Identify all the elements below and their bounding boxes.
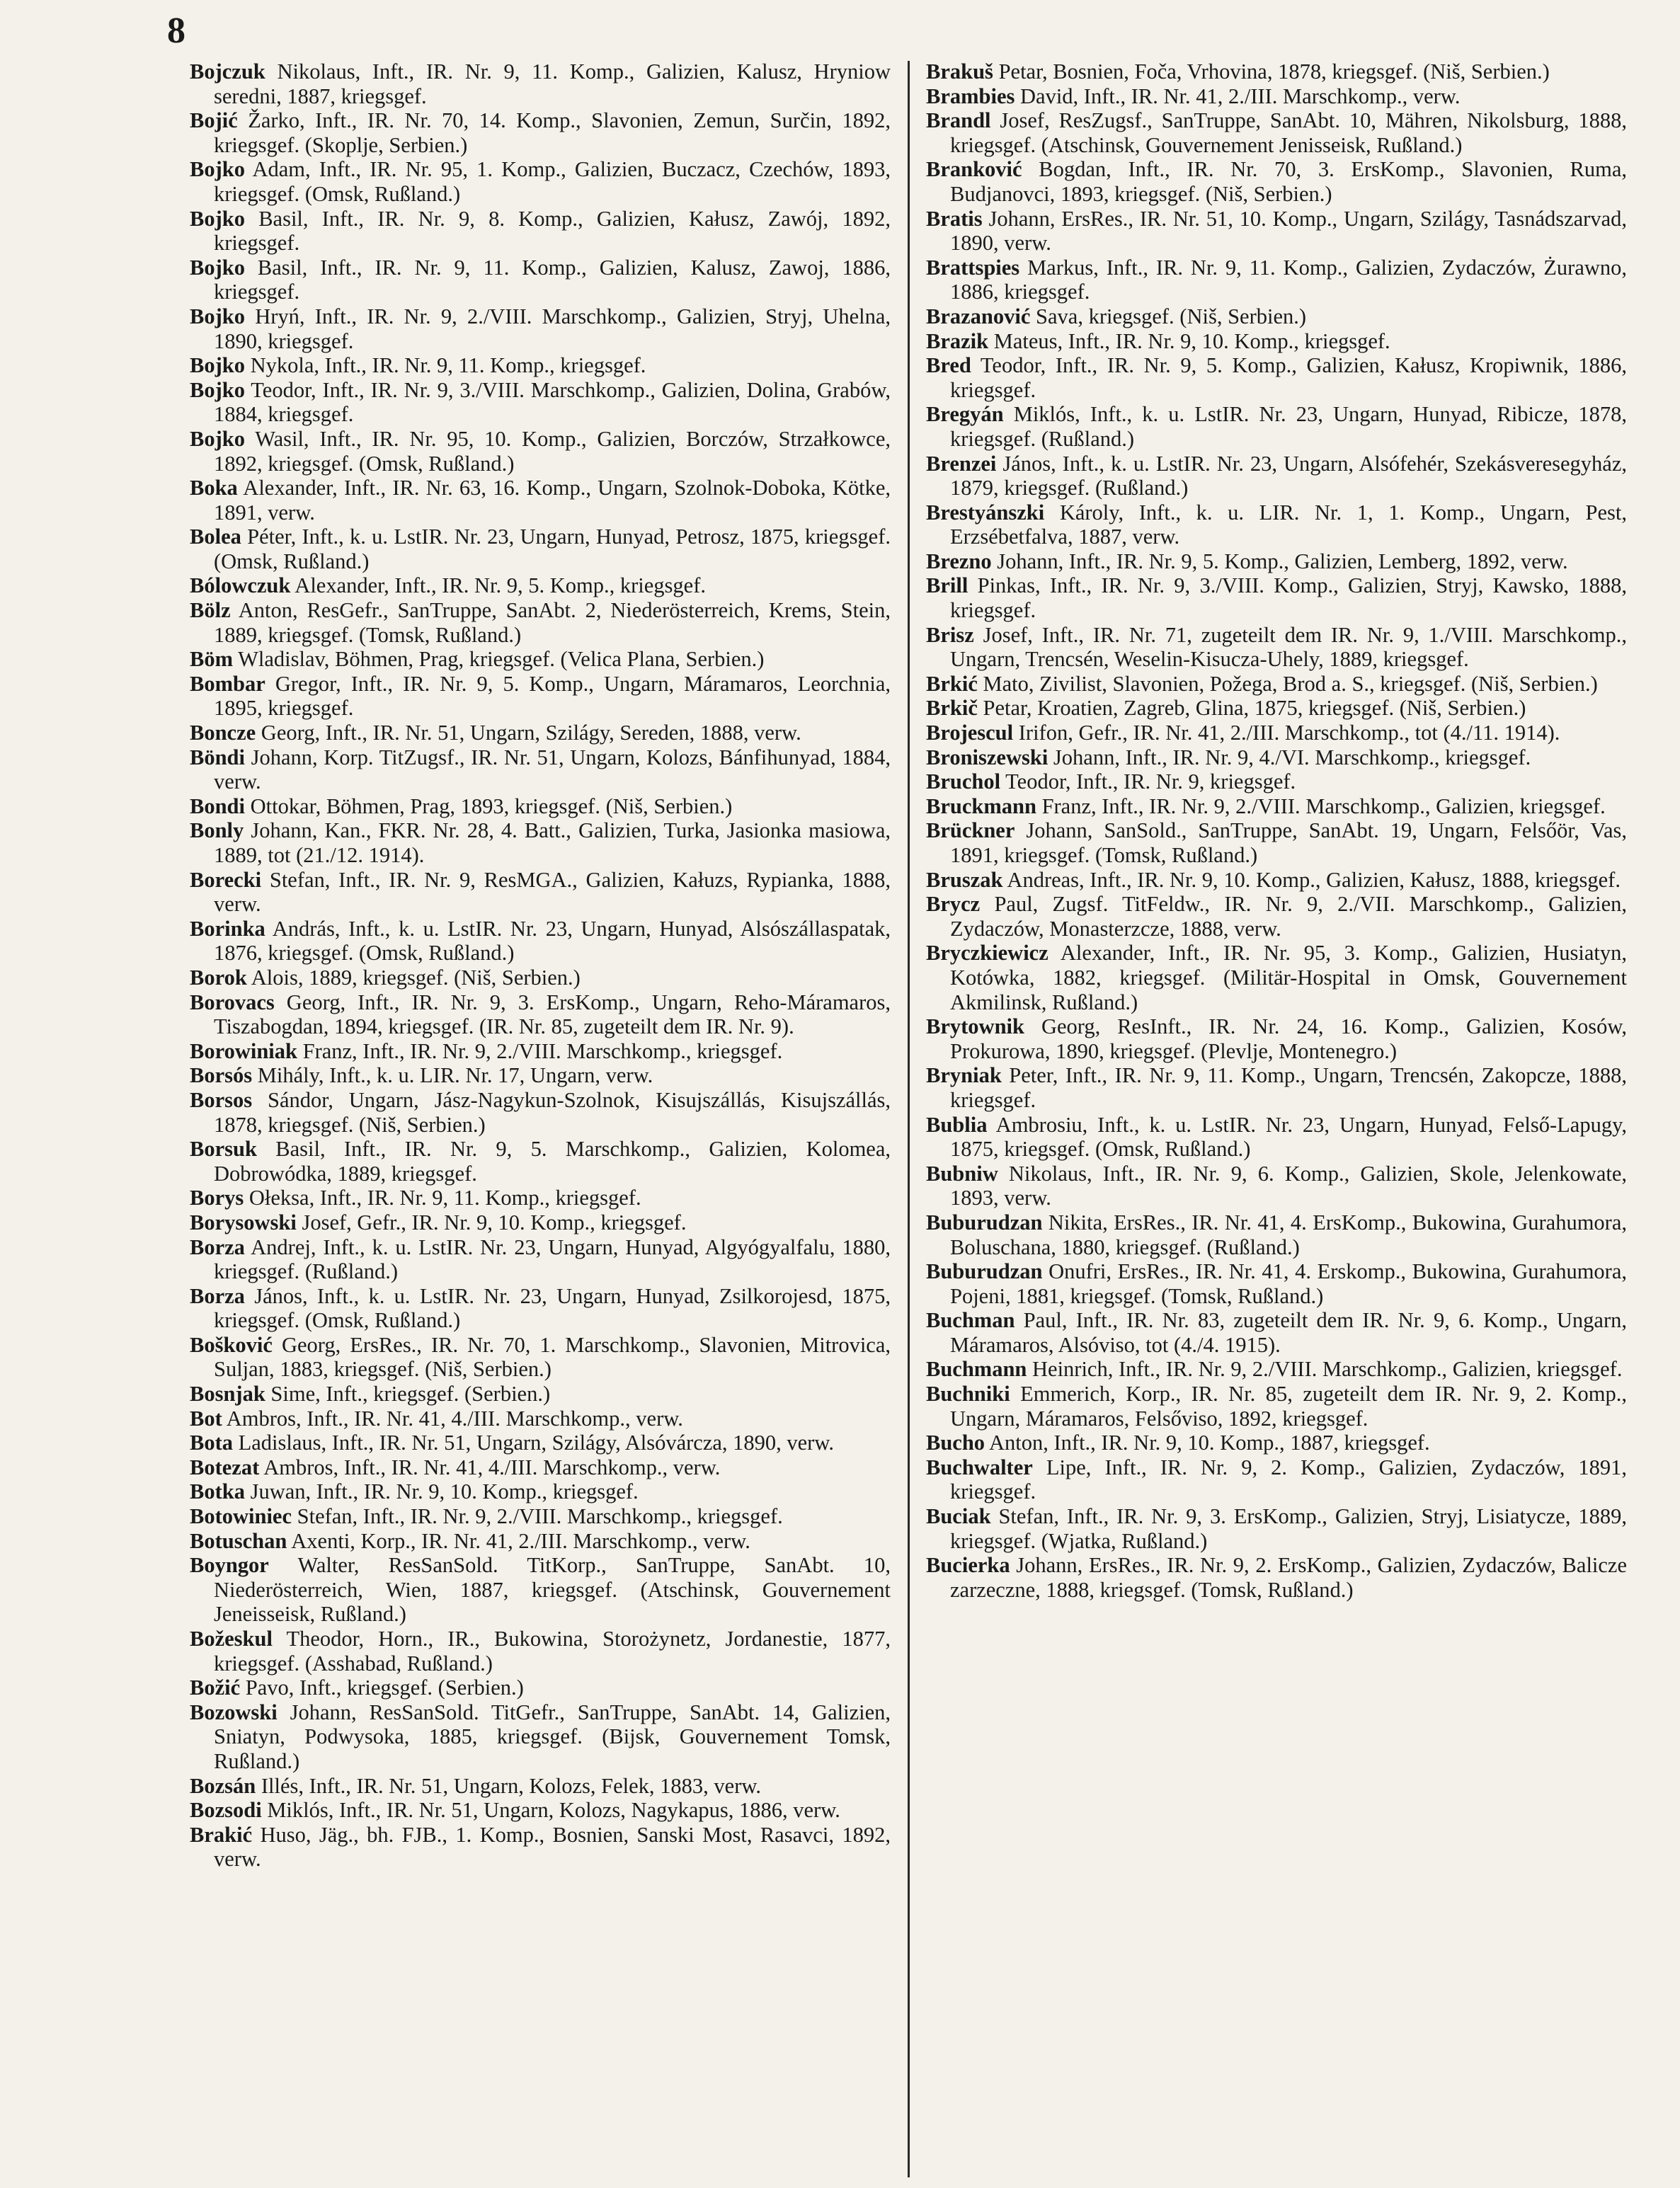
entry-surname: Bondi xyxy=(190,794,245,818)
entry-details: Emmerich, Korp., IR. Nr. 85, zugeteilt dem IR. Nr. 9, 2. Komp., Ungarn, Máramaros, Felsőviso, 1892, kriegsgef. xyxy=(950,1382,1627,1431)
entry-details: Basil, Inft., IR. Nr. 9, 8. Komp., Galizien, Kałusz, Zawój, 1892, kriegsgef. xyxy=(214,206,891,256)
entry-details: Ottokar, Böhmen, Prag, 1893, kriegsgef. (Niš, Serbien.) xyxy=(250,794,733,818)
register-entry xyxy=(190,1676,891,1700)
register-entry xyxy=(926,1063,1627,1112)
entry-surname: Brazanović xyxy=(926,304,1031,328)
entry-surname: Boka xyxy=(190,476,238,500)
register-entry xyxy=(190,1823,891,1872)
register-entry xyxy=(190,794,891,819)
entry-details: Ołeksa, Inft., IR. Nr. 9, 11. Komp., kriegsgef. xyxy=(248,1186,641,1210)
register-entry xyxy=(926,304,1627,329)
entry-details: Pinkas, Inft., IR. Nr. 9, 3./VIII. Komp., Galizien, Stryj, Kawsko, 1888, kriegsgef. xyxy=(950,573,1628,623)
entry-surname: Branković xyxy=(926,157,1022,182)
register-entry xyxy=(926,696,1627,721)
entry-surname: Bratis xyxy=(926,206,983,231)
entry-surname: Bojko xyxy=(190,353,245,378)
register-entry xyxy=(190,1529,891,1554)
register-entry xyxy=(190,1088,891,1137)
entry-details: Illés, Inft., IR. Nr. 51, Ungarn, Kolozs, Felek, 1883, verw. xyxy=(261,1773,762,1798)
register-entry xyxy=(926,745,1627,770)
entry-surname: Botowiniec xyxy=(190,1504,292,1529)
register-entry xyxy=(190,1774,891,1799)
entry-surname: Borysowski xyxy=(190,1210,297,1235)
entry-details: Mihály, Inft., k. u. LIR. Nr. 17, Ungarn, verw. xyxy=(257,1063,653,1088)
entry-details: Mato, Zivilist, Slavonien, Požega, Brod a. S., kriegsgef. (Niš, Serbien.) xyxy=(983,671,1598,696)
entry-details: Stefan, Inft., IR. Nr. 9, 3. ErsKomp., Galizien, Stryj, Lisiatycze, 1889, kriegsgef. (Wjatka, Rußland.) xyxy=(950,1504,1628,1553)
entry-surname: Bozsodi xyxy=(190,1798,262,1823)
entry-details: Basil, Inft., IR. Nr. 9, 5. Marschkomp., Galizien, Kolomea, Dobrowódka, 1889, kriegsgef. xyxy=(214,1137,891,1186)
entry-surname: Bolea xyxy=(190,525,241,549)
entry-details: Ambrosiu, Inft., k. u. LstIR. Nr. 23, Ungarn, Hunyad, Felső-Lapugy, 1875, kriegsgef. (Omsk, Rußland.) xyxy=(950,1112,1627,1162)
entry-surname: Borsós xyxy=(190,1063,253,1088)
register-entry xyxy=(190,745,891,794)
entry-details: Heinrich, Inft., IR. Nr. 9, 2./VIII. Marschkomp., Galizien, kriegsgef. xyxy=(1032,1357,1623,1382)
page-number: 8 xyxy=(167,11,185,51)
entry-surname: Bojko xyxy=(190,255,245,280)
entry-surname: Brisz xyxy=(926,622,974,647)
entry-surname: Brambies xyxy=(926,84,1015,108)
entry-details: Johann, Kan., FKR. Nr. 28, 4. Batt., Galizien, Turka, Jasionka masiowa, 1889, tot (21./12. 1914). xyxy=(214,818,891,867)
register-entry xyxy=(190,573,891,598)
register-entry xyxy=(190,1455,891,1480)
register-entry xyxy=(190,207,891,256)
entry-details: Andrej, Inft., k. u. LstIR. Nr. 23, Ungarn, Hunyad, Algyógyalfalu, 1880, kriegsgef. (Rußland.) xyxy=(214,1235,891,1284)
register-entry xyxy=(190,1553,891,1627)
entry-details: Johann, ResSanSold. TitGefr., SanTruppe, SanAbt. 14, Galizien, Sniatyn, Podwysoka, 1885, kriegsgef. (Bijsk, Gouvernement Tomsk, Rußland.) xyxy=(214,1700,891,1773)
entry-details: Josef, Inft., IR. Nr. 71, zugeteilt dem IR. Nr. 9, 1./VIII. Marschkomp., Ungarn, Trencsén, Weselin-Kisucza-Uhely, 1889, kriegsgef. xyxy=(950,622,1628,672)
register-entry xyxy=(190,108,891,157)
entry-surname: Brückner xyxy=(926,818,1015,843)
entry-surname: Botezat xyxy=(190,1455,260,1479)
register-entry xyxy=(926,353,1627,402)
register-entry xyxy=(926,1553,1627,1602)
entry-surname: Bozowski xyxy=(190,1700,278,1724)
entry-surname: Botka xyxy=(190,1479,245,1504)
entry-details: Franz, Inft., IR. Nr. 9, 2./VIII. Marschkomp., Galizien, kriegsgef. xyxy=(1041,794,1606,818)
register-entry xyxy=(190,868,891,917)
entry-surname: Bregyán xyxy=(926,402,1004,427)
entry-surname: Buburudzan xyxy=(926,1210,1043,1235)
entry-surname: Brytownik xyxy=(926,1014,1024,1039)
entry-details: Irifon, Gefr., IR. Nr. 41, 2./III. Marschkomp., tot (4./11. 1914). xyxy=(1018,721,1560,745)
entry-surname: Buchwalter xyxy=(926,1455,1033,1479)
entry-details: Juwan, Inft., IR. Nr. 9, 10. Komp., kriegsgef. xyxy=(250,1479,639,1504)
entry-details: Károly, Inft., k. u. LIR. Nr. 1, 1. Komp., Ungarn, Pest, Erzsébetfalva, 1887, verw. xyxy=(950,500,1628,549)
register-entry xyxy=(190,1700,891,1774)
entry-surname: Bryniak xyxy=(926,1063,1002,1088)
register-entry xyxy=(190,1627,891,1676)
register-entry xyxy=(190,1382,891,1407)
register-entry xyxy=(926,623,1627,672)
entry-details: Walter, ResSanSold. TitKorp., SanTruppe, SanAbt. 10, Niederösterreich, Wien, 1887, kriegsgef. (Atschinsk, Gouvernement Jeneisseisk, Rußland.) xyxy=(214,1553,891,1627)
entry-details: Ambros, Inft., IR. Nr. 41, 4./III. Marschkomp., verw. xyxy=(263,1455,721,1479)
entry-details: Ambros, Inft., IR. Nr. 41, 4./III. Marschkomp., verw. xyxy=(226,1406,683,1431)
entry-details: Georg, ErsRes., IR. Nr. 70, 1. Marschkomp., Slavonien, Mitrovica, Suljan, 1883, kriegsgef. (Niš, Serbien.) xyxy=(214,1332,891,1382)
register-entry xyxy=(926,1504,1627,1553)
entry-details: Josef, ResZugsf., SanTruppe, SanAbt. 10, Mähren, Nikolsburg, 1888, kriegsgef. (Atschinsk, Gouvernement Jenisseisk, Rußland.) xyxy=(950,108,1627,157)
entry-details: Petar, Kroatien, Zagreb, Glina, 1875, kriegsgef. (Niš, Serbien.) xyxy=(983,696,1526,721)
register-entry xyxy=(190,672,891,721)
register-entry xyxy=(190,598,891,647)
entry-details: Hryń, Inft., IR. Nr. 9, 2./VIII. Marschkomp., Galizien, Stryj, Uhelna, 1890, kriegsgef. xyxy=(214,304,891,353)
entry-details: Nykola, Inft., IR. Nr. 9, 11. Komp., kriegsgef. xyxy=(250,353,646,378)
register-entry xyxy=(190,1210,891,1235)
entry-surname: Borys xyxy=(190,1186,244,1210)
register-entry xyxy=(190,647,891,672)
register-entry xyxy=(926,108,1627,157)
entry-details: Bogdan, Inft., IR. Nr. 70, 3. ErsKomp., Slavonien, Ruma, Budjanovci, 1893, kriegsgef. (Niš, Serbien.) xyxy=(950,157,1627,206)
register-entry xyxy=(926,1382,1627,1431)
entry-details: Alois, 1889, kriegsgef. (Niš, Serbien.) xyxy=(251,965,581,990)
entry-surname: Bota xyxy=(190,1431,233,1455)
entry-details: Nikita, ErsRes., IR. Nr. 41, 4. ErsKomp., Bukowina, Gurahumora, Boluschana, 1880, kriegsgef. (Rußland.) xyxy=(950,1210,1627,1259)
entry-details: Mateus, Inft., IR. Nr. 9, 10. Komp., kriegsgef. xyxy=(993,328,1390,353)
entry-surname: Brkič xyxy=(926,696,978,721)
entry-details: János, Inft., k. u. LstIR. Nr. 23, Ungarn, Hunyad, Zsilkorojesd, 1875, kriegsgef. (Omsk, Rußland.) xyxy=(214,1283,891,1333)
entry-surname: Buburudzan xyxy=(926,1259,1043,1284)
entry-surname: Böndi xyxy=(190,745,245,769)
register-entry xyxy=(926,892,1627,941)
entry-details: Georg, Inft., IR. Nr. 9, 3. ErsKomp., Ungarn, Reho-Máramaros, Tiszabogdan, 1894, kriegsgef. (IR. Nr. 85, zugeteilt dem IR. Nr. 9). xyxy=(214,990,891,1039)
register-entry xyxy=(190,525,891,573)
entry-surname: Bruchol xyxy=(926,769,1001,794)
entry-surname: Borza xyxy=(190,1235,245,1259)
entry-details: Paul, Zugsf. TitFeldw., IR. Nr. 9, 2./VII. Marschkomp., Galizien, Zydaczów, Monasterzcze, 1888, verw. xyxy=(950,892,1627,941)
entry-details: Sava, kriegsgef. (Niš, Serbien.) xyxy=(1036,304,1307,328)
entry-surname: Brandl xyxy=(926,108,991,133)
entry-details: Johann, Korp. TitZugsf., IR. Nr. 51, Ungarn, Kolozs, Bánfihunyad, 1884, verw. xyxy=(214,745,891,794)
entry-surname: Brakuš xyxy=(926,59,993,84)
register-entry xyxy=(190,59,891,108)
register-entry xyxy=(926,868,1627,893)
entry-details: Ladislaus, Inft., IR. Nr. 51, Ungarn, Szilágy, Alsóvárcza, 1890, verw. xyxy=(238,1431,835,1455)
register-entry xyxy=(190,1504,891,1529)
entry-details: András, Inft., k. u. LstIR. Nr. 23, Ungarn, Hunyad, Alsószállaspatak, 1876, kriegsgef. (Omsk, Rußland.) xyxy=(214,916,891,966)
entry-surname: Bombar xyxy=(190,671,265,696)
entry-surname: Brojescul xyxy=(926,721,1014,745)
entry-surname: Božeskul xyxy=(190,1627,273,1651)
entry-details: Stefan, Inft., IR. Nr. 9, 2./VIII. Marschkomp., kriegsgef. xyxy=(297,1504,783,1529)
register-entry xyxy=(190,157,891,206)
entry-details: Péter, Inft., k. u. LstIR. Nr. 23, Ungarn, Hunyad, Petrosz, 1875, kriegsgef. (Omsk, Rußland.) xyxy=(214,525,891,573)
register-entry xyxy=(926,794,1627,819)
entry-surname: Borok xyxy=(190,965,247,990)
entry-surname: Bojczuk xyxy=(190,59,265,84)
entry-surname: Borowiniak xyxy=(190,1038,297,1063)
entry-surname: Brenzei xyxy=(926,451,997,476)
entry-details: Huso, Jäg., bh. FJB., 1. Komp., Bosnien, Sanski Most, Rasavci, 1892, verw. xyxy=(214,1822,891,1872)
register-entry xyxy=(926,84,1627,109)
entry-details: Andreas, Inft., IR. Nr. 9, 10. Komp., Galizien, Kałusz, 1888, kriegsgef. xyxy=(1007,867,1621,892)
entry-surname: Bruckmann xyxy=(926,794,1036,818)
entry-details: Miklós, Inft., IR. Nr. 51, Ungarn, Kolozs, Nagykapus, 1886, verw. xyxy=(267,1798,840,1823)
entry-details: Teodor, Inft., IR. Nr. 9, 3./VIII. Marschkomp., Galizien, Dolina, Grabów, 1884, kriegsgef. xyxy=(214,377,891,427)
entry-surname: Bublia xyxy=(926,1112,988,1137)
entry-surname: Borecki xyxy=(190,867,262,892)
entry-details: Nikolaus, Inft., IR. Nr. 9, 11. Komp., Galizien, Kalusz, Hryniow seredni, 1887, kriegsgef. xyxy=(214,59,891,108)
entry-surname: Brestyánszki xyxy=(926,500,1045,525)
entry-surname: Bonly xyxy=(190,818,244,843)
register-entry xyxy=(190,353,891,378)
register-entry xyxy=(926,452,1627,500)
entry-surname: Bosnjak xyxy=(190,1382,265,1407)
register-entry xyxy=(926,549,1627,574)
entry-surname: Bošković xyxy=(190,1332,273,1357)
entry-surname: Brill xyxy=(926,573,968,598)
register-entry xyxy=(926,769,1627,794)
entry-surname: Borsuk xyxy=(190,1137,257,1162)
register-entry xyxy=(190,1333,891,1382)
register-entry xyxy=(926,573,1627,622)
register-entry xyxy=(190,917,891,966)
register-entry xyxy=(190,990,891,1039)
register-entry xyxy=(926,941,1627,1014)
register-entry xyxy=(190,304,891,353)
register-entry xyxy=(190,1798,891,1823)
entry-surname: Borza xyxy=(190,1283,245,1308)
entry-surname: Botuschan xyxy=(190,1528,287,1553)
entry-surname: Bojić xyxy=(190,108,238,133)
entry-surname: Borsos xyxy=(190,1087,253,1112)
register-entry xyxy=(926,1210,1627,1259)
register-entry xyxy=(190,1063,891,1088)
register-entry xyxy=(926,818,1627,867)
entry-details: Teodor, Inft., IR. Nr. 9, 5. Komp., Galizien, Kałusz, Kropiwnik, 1886, kriegsgef. xyxy=(950,353,1627,402)
entry-details: Josef, Gefr., IR. Nr. 9, 10. Komp., kriegsgef. xyxy=(302,1210,687,1235)
entry-details: Johann, SanSold., SanTruppe, SanAbt. 19, Ungarn, Felsőör, Vas, 1891, kriegsgef. (Tomsk, Rußland.) xyxy=(950,818,1627,867)
entry-details: Markus, Inft., IR. Nr. 9, 11. Komp., Galizien, Zydaczów, Żurawno, 1886, kriegsgef. xyxy=(950,255,1628,304)
register-entry xyxy=(926,672,1627,697)
entry-surname: Bojko xyxy=(190,304,245,328)
register-entry xyxy=(926,1014,1627,1063)
register-entry xyxy=(926,256,1627,304)
entry-surname: Bruszak xyxy=(926,867,1003,892)
entry-surname: Bozsán xyxy=(190,1773,256,1798)
entry-details: Adam, Inft., IR. Nr. 95, 1. Komp., Galizien, Buczacz, Czechów, 1893, kriegsgef. (Omsk, Rußland.) xyxy=(214,157,891,206)
register-entry xyxy=(190,1407,891,1431)
register-entry xyxy=(190,1284,891,1333)
register-entry xyxy=(926,1162,1627,1210)
register-entry xyxy=(190,966,891,990)
register-entry xyxy=(190,256,891,304)
register-entry xyxy=(926,329,1627,354)
register-entry xyxy=(926,1113,1627,1162)
register-entry xyxy=(190,818,891,867)
entry-surname: Božić xyxy=(190,1676,241,1700)
entry-details: Johann, ErsRes., IR. Nr. 51, 10. Komp., Ungarn, Szilágy, Tasnádszarvad, 1890, verw. xyxy=(950,206,1627,256)
entry-details: Teodor, Inft., IR. Nr. 9, kriegsgef. xyxy=(1005,769,1296,794)
entry-surname: Brattspies xyxy=(926,255,1020,280)
register-entry xyxy=(190,1479,891,1504)
entry-details: Anton, Inft., IR. Nr. 9, 10. Komp., 1887, kriegsgef. xyxy=(989,1431,1430,1455)
entry-details: Theodor, Horn., IR., Bukowina, Storożynetz, Jordanestie, 1877, kriegsgef. (Asshabad, Rußland.) xyxy=(214,1627,891,1676)
register-entry xyxy=(926,59,1627,84)
entry-surname: Bot xyxy=(190,1406,222,1431)
register-entry xyxy=(926,721,1627,745)
entry-details: Žarko, Inft., IR. Nr. 70, 14. Komp., Slavonien, Zemun, Surčin, 1892, kriegsgef. (Skoplje, Serbien.) xyxy=(214,108,891,157)
register-entry xyxy=(926,402,1627,451)
register-entry xyxy=(926,1308,1627,1357)
entry-surname: Buchman xyxy=(926,1308,1015,1333)
entry-surname: Bryczkiewicz xyxy=(926,941,1048,966)
register-entry xyxy=(190,378,891,427)
entry-surname: Bucierka xyxy=(926,1553,1010,1578)
entry-surname: Brkić xyxy=(926,671,978,696)
entry-surname: Boyngor xyxy=(190,1553,269,1578)
entry-surname: Boncze xyxy=(190,721,256,745)
entry-details: Alexander, Inft., IR. Nr. 63, 16. Komp., Ungarn, Szolnok-Doboka, Kötke, 1891, verw. xyxy=(214,476,891,525)
entry-details: Miklós, Inft., k. u. LstIR. Nr. 23, Ungarn, Hunyad, Ribicze, 1878, kriegsgef. (Rußland.) xyxy=(950,402,1628,451)
entry-surname: Bojko xyxy=(190,426,245,451)
register-entry xyxy=(190,1137,891,1186)
register-entry xyxy=(926,500,1627,549)
entry-surname: Bólowczuk xyxy=(190,573,291,598)
entry-details: Johann, Inft., IR. Nr. 9, 5. Komp., Galizien, Lemberg, 1892, verw. xyxy=(997,549,1568,573)
entry-details: Gregor, Inft., IR. Nr. 9, 5. Komp., Ungarn, Máramaros, Leorchnia, 1895, kriegsgef. xyxy=(214,671,891,721)
entry-surname: Böm xyxy=(190,647,233,672)
entry-details: Peter, Inft., IR. Nr. 9, 11. Komp., Ungarn, Trencsén, Zakopcze, 1888, kriegsgef. xyxy=(950,1063,1628,1112)
entry-surname: Bucho xyxy=(926,1431,985,1455)
register-entry xyxy=(190,1039,891,1064)
entry-details: Sándor, Ungarn, Jász-Nagykun-Szolnok, Kisujszállás, Kisujszállás, 1878, kriegsgef. (Niš, Serbien.) xyxy=(214,1087,891,1137)
entry-surname: Bojko xyxy=(190,157,245,182)
entry-details: David, Inft., IR. Nr. 41, 2./III. Marschkomp., verw. xyxy=(1020,84,1461,108)
entry-details: Anton, ResGefr., SanTruppe, SanAbt. 2, Niederösterreich, Krems, Stein, 1889, kriegsgef. (Tomsk, Rußland.) xyxy=(214,598,891,647)
entry-details: Lipe, Inft., IR. Nr. 9, 2. Komp., Galizien, Zydaczów, 1891, kriegsgef. xyxy=(950,1455,1628,1504)
column-divider xyxy=(908,61,910,2177)
register-entry xyxy=(926,207,1627,256)
entry-details: Alexander, Inft., IR. Nr. 9, 5. Komp., kriegsgef. xyxy=(295,573,706,598)
register-entry xyxy=(926,157,1627,206)
entry-details: Stefan, Inft., IR. Nr. 9, ResMGA., Galizien, Kałuzs, Rypianka, 1888, verw. xyxy=(214,867,891,917)
entry-surname: Buchmann xyxy=(926,1357,1027,1382)
entry-surname: Brycz xyxy=(926,892,981,917)
entry-details: Wasil, Inft., IR. Nr. 95, 10. Komp., Galizien, Borczów, Strzałkowce, 1892, kriegsgef. (Omsk, Rußland.) xyxy=(214,426,891,476)
entry-surname: Buchniki xyxy=(926,1382,1010,1407)
entry-surname: Bojko xyxy=(190,206,245,231)
entry-details: Petar, Bosnien, Foča, Vrhovina, 1878, kriegsgef. (Niš, Serbien.) xyxy=(998,59,1550,84)
register-entry xyxy=(190,721,891,745)
entry-surname: Brazik xyxy=(926,328,989,353)
entry-surname: Bubniw xyxy=(926,1161,998,1186)
entry-surname: Brezno xyxy=(926,549,992,573)
entry-surname: Broniszewski xyxy=(926,745,1048,769)
entry-details: Basil, Inft., IR. Nr. 9, 11. Komp., Galizien, Kalusz, Zawoj, 1886, kriegsgef. xyxy=(214,255,891,304)
entry-details: Georg, ResInft., IR. Nr. 24, 16. Komp., Galizien, Kosów, Prokurowa, 1890, kriegsgef. (Plevlje, Montenegro.) xyxy=(950,1014,1627,1063)
right-column xyxy=(926,59,1627,1602)
entry-details: Wladislav, Böhmen, Prag, kriegsgef. (Velica Plana, Serbien.) xyxy=(238,647,765,672)
entry-surname: Borinka xyxy=(190,916,265,941)
entry-details: Nikolaus, Inft., IR. Nr. 9, 6. Komp., Galizien, Skole, Jelenkowate, 1893, verw. xyxy=(950,1161,1628,1210)
register-entry xyxy=(190,427,891,476)
entry-surname: Brakić xyxy=(190,1822,253,1847)
entry-surname: Borovacs xyxy=(190,990,275,1014)
entry-surname: Bojko xyxy=(190,377,245,402)
register-entry xyxy=(926,1357,1627,1382)
entry-details: Pavo, Inft., kriegsgef. (Serbien.) xyxy=(245,1676,524,1700)
entry-details: Paul, Inft., IR. Nr. 83, zugeteilt dem IR. Nr. 9, 6. Komp., Ungarn, Máramaros, Alsóviso, tot (4./4. 1915). xyxy=(950,1308,1627,1357)
register-entry xyxy=(926,1455,1627,1504)
register-entry xyxy=(926,1259,1627,1308)
entry-surname: Bölz xyxy=(190,598,231,623)
entry-surname: Bred xyxy=(926,353,971,378)
register-entry xyxy=(190,1431,891,1455)
entry-details: Onufri, ErsRes., IR. Nr. 41, 4. Erskomp., Bukowina, Gurahumora, Pojeni, 1881, kriegsgef. (Tomsk, Rußland.) xyxy=(950,1259,1628,1308)
register-entry xyxy=(190,1235,891,1284)
register-entry xyxy=(926,1431,1627,1455)
entry-details: Alexander, Inft., IR. Nr. 95, 3. Komp., Galizien, Husiatyn, Kotówka, 1882, kriegsgef. (Militär-Hospital in Omsk, Gouvernement Akmilinsk, Rußland.) xyxy=(950,941,1627,1014)
left-column xyxy=(190,59,891,1872)
register-entry xyxy=(190,1186,891,1210)
entry-details: Johann, ErsRes., IR. Nr. 9, 2. ErsKomp., Galizien, Zydaczów, Balicze zarzeczne, 1888, kriegsgef. (Tomsk, Rußland.) xyxy=(950,1553,1627,1602)
entry-details: János, Inft., k. u. LstIR. Nr. 23, Ungarn, Alsófehér, Szekásveresegyház, 1879, kriegsgef. (Rußland.) xyxy=(950,451,1628,500)
register-entry xyxy=(190,476,891,525)
entry-details: Axenti, Korp., IR. Nr. 41, 2./III. Marschkomp., verw. xyxy=(291,1528,750,1553)
entry-details: Georg, Inft., IR. Nr. 51, Ungarn, Szilágy, Sereden, 1888, verw. xyxy=(261,721,801,745)
entry-surname: Buciak xyxy=(926,1504,991,1529)
entry-details: Johann, Inft., IR. Nr. 9, 4./VI. Marschkomp., kriegsgef. xyxy=(1053,745,1531,769)
entry-details: Sime, Inft., kriegsgef. (Serbien.) xyxy=(270,1382,551,1407)
entry-details: Franz, Inft., IR. Nr. 9, 2./VIII. Marschkomp., kriegsgef. xyxy=(302,1038,783,1063)
